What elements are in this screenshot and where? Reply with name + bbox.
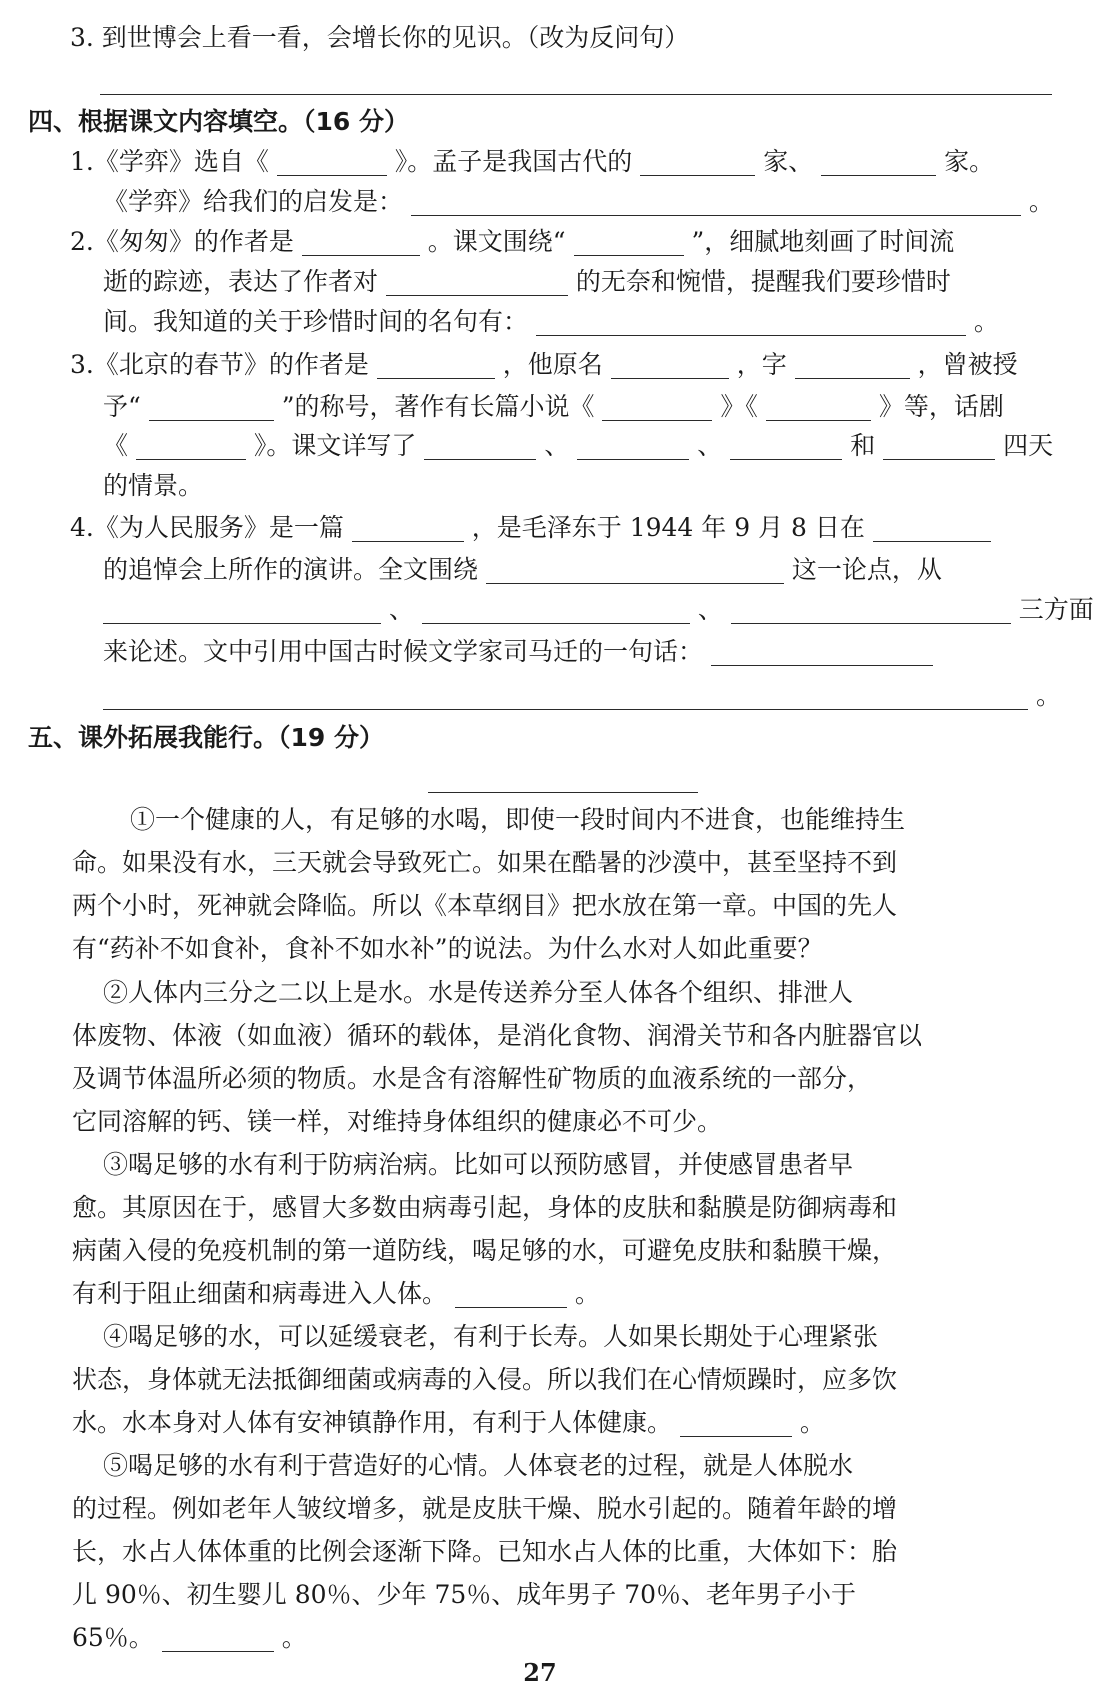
s4-q4-line2 [0, 550, 1080, 590]
s4-q3-text-i: 《 [103, 431, 129, 460]
p1-line-1: ①一个健康的人，有足够的水喝，即使一段时间内不进食，也能维持生 [130, 805, 906, 834]
s4-q4-blank-aspect-3[interactable] [731, 590, 1011, 630]
s4-q3-text-c: ，字 [736, 350, 787, 379]
s4-q1-line2 [0, 182, 1080, 222]
s4-q3-text-h: 》等，话剧 [878, 392, 1004, 421]
s4-q2-blank-author[interactable] [302, 222, 420, 262]
s4-q3-text-f: ”的称号，著作有长篇小说《 [281, 392, 595, 421]
s4-q3-blank-courtesy-name[interactable] [795, 345, 910, 385]
q3-3-answer-line [100, 94, 1052, 95]
s4-q3-text-l: 、 [697, 431, 723, 460]
passage-title-blank[interactable] [428, 792, 698, 793]
p3-line-2: 愈。其原因在于，感冒大多数由病毒引起，身体的皮肤和黏膜是防御病毒和 [72, 1193, 898, 1222]
s4-q4-line5 [0, 676, 1080, 716]
s4-q4-line1 [0, 508, 1080, 548]
s4-q3-blank-title[interactable] [149, 387, 274, 427]
p1-line-2: 命。如果没有水，三天就会导致死亡。如果在酷暑的沙漠中，甚至坚持不到 [72, 848, 898, 877]
s4-q4-text-a: 4.《为人民服务》是一篇 [70, 513, 344, 542]
s4-q4-blank-aspect-2[interactable] [422, 590, 690, 630]
s4-q4-text-c: 的追悼会上所作的演讲。全文围绕 [103, 555, 479, 584]
s4-q4-text-e: 、 [388, 595, 414, 624]
s4-q4-line3 [0, 590, 1094, 630]
s4-q1-blank-source-book[interactable] [277, 142, 387, 182]
p2-line-1: ②人体内三分之二以上是水。水是传送养分至人体各个组织、排泄人 [103, 978, 854, 1007]
s4-q3-blank-day-4[interactable] [883, 426, 995, 466]
p2-line-2: 体废物、体液（如血液）循环的载体，是消化食物、润滑关节和各内脏器官以 [72, 1021, 923, 1050]
s4-q1-blank-role-1[interactable] [640, 142, 755, 182]
s4-q3-text-m: 和 [850, 431, 876, 460]
s4-q4-text-h: 来论述。文中引用中国古时候文学家司马迁的一句话： [103, 637, 704, 666]
q3-3-text: 3. 到世博会上看一看，会增长你的见识。（改为反问句） [70, 23, 690, 52]
s4-q3-text-n: 四天 [1003, 431, 1054, 460]
p4-line-1: ④喝足够的水，可以延缓衰老，有利于长寿。人如果长期处于心理紧张 [103, 1322, 879, 1351]
p1-line-4: 有“药补不如食补，食补不如水补”的说法。为什么水对人如此重要？ [72, 934, 823, 963]
s4-q4-line4 [0, 632, 1080, 672]
s4-q3-blank-day-2[interactable] [577, 426, 689, 466]
s4-q3-blank-day-1[interactable] [424, 426, 536, 466]
p2-line-3: 及调节体温所必须的物质。水是含有溶解性矿物质的血液系统的一部分， [72, 1064, 873, 1093]
s4-q3-text-d: ，曾被授 [917, 350, 1018, 379]
s4-q3-line2 [0, 387, 1080, 427]
p3-line-3: 病菌入侵的免疫机制的第一道防线，喝足够的水，可避免皮肤和黏膜干燥， [72, 1236, 898, 1265]
s4-q3-text-k: 、 [544, 431, 570, 460]
s4-q3-blank-novel-1[interactable] [602, 387, 712, 427]
p3-line-1: ③喝足够的水有利于防病治病。比如可以预防感冒，并使感冒患者早 [103, 1150, 854, 1179]
p4-line-2: 状态，身体就无法抵御细菌或病毒的入侵。所以我们在心情烦躁时，应多饮 [72, 1365, 898, 1394]
s4-q1-text-e: 《学弈》给我们的启发是： [103, 187, 404, 216]
s4-q2-text-a: 2.《匆匆》的作者是 [70, 227, 294, 256]
s4-q2-blank-feeling[interactable] [386, 262, 568, 302]
s4-q3-line4 [0, 466, 1080, 506]
s4-q2-text-e: 的无奈和惋惜，提醒我们要珍惜时 [575, 267, 951, 296]
s4-q3-blank-novel-2[interactable] [766, 387, 871, 427]
s4-q3-blank-day-3[interactable] [730, 426, 842, 466]
section-5-heading-line [0, 718, 1080, 758]
p5-line-2: 的过程。例如老年人皱纹增多，就是皮肤干燥、脱水引起的。随着年龄的增 [72, 1494, 898, 1523]
s4-q3-blank-play[interactable] [136, 426, 246, 466]
s4-q2-text-f: 间。我知道的关于珍惜时间的名句有： [103, 307, 529, 336]
p5-line-1: ⑤喝足够的水有利于营造好的心情。人体衰老的过程，就是人体脱水 [103, 1451, 854, 1480]
s4-q3-text-a: 3.《北京的春节》的作者是 [70, 350, 369, 379]
s4-q1-blank-inspiration[interactable] [411, 182, 1021, 222]
s4-q2-line3 [0, 302, 1080, 342]
p5-line-3: 长，水占人体体重的比例会逐渐下降。已知水占人体的比重，大体如下：胎 [72, 1537, 898, 1566]
s4-q3-text-b: ，他原名 [502, 350, 603, 379]
s4-q3-text-j: 》。课文详写了 [253, 431, 417, 460]
s4-q4-text-d: 这一论点，从 [791, 555, 942, 584]
s4-q3-text-e: 予“ [103, 392, 141, 421]
p5-line-4: 儿 90％、初生婴儿 80％、少年 75％、成年男子 70％、老年男子小于 [72, 1580, 857, 1609]
p4-line-3: 水。水本身对人体有安神镇静作用，有利于人体健康。 。 [0, 1403, 1080, 1443]
page-number: 27 [523, 1658, 557, 1687]
q3-3-line [0, 18, 1080, 58]
s4-q2-blank-quote[interactable] [536, 302, 966, 342]
s4-q2-text-c: ”，细腻地刻画了时间流 [691, 227, 955, 256]
s4-q1-text-d: 家。 [944, 147, 995, 176]
p1-line-3: 两个小时，死神就会降临。所以《本草纲目》把水放在第一章。中国的先人 [72, 891, 898, 920]
p4-summary-blank[interactable] [680, 1403, 792, 1443]
s4-q4-blank-quote-a[interactable] [711, 632, 933, 672]
p5-summary-blank[interactable] [162, 1618, 274, 1658]
s4-q4-text-b: ，是毛泽东于 1944 年 9 月 8 日在 [471, 513, 865, 542]
s4-q1-text-b: 》。孟子是我国古代的 [394, 147, 633, 176]
section-4-heading-line [0, 102, 1080, 142]
s4-q4-blank-person[interactable] [873, 508, 991, 548]
s4-q4-blank-genre[interactable] [352, 508, 464, 548]
p2-line-4: 它同溶解的钙、镁一样，对维持身体组织的健康必不可少。 [72, 1107, 723, 1136]
s4-q2-line2 [0, 262, 1080, 302]
s4-q2-line1 [0, 222, 1080, 262]
s4-q3-blank-original-name[interactable] [611, 345, 729, 385]
s4-q1-text-f: 。 [1028, 187, 1054, 216]
s4-q4-text-i: 。 [1035, 681, 1061, 710]
s4-q1-text-c: 家、 [763, 147, 814, 176]
s4-q3-blank-author[interactable] [377, 345, 495, 385]
s4-q2-text-b: 。课文围绕“ [427, 227, 566, 256]
s4-q1-line1 [0, 142, 1080, 182]
s4-q4-text-g: 三方面 [1018, 595, 1094, 624]
s4-q1-text-a: 1.《学弈》选自《 [70, 147, 269, 176]
s4-q3-text-o: 的情景。 [103, 471, 204, 500]
s4-q4-blank-quote-b[interactable] [103, 676, 1028, 716]
p5-line-5: 65％。 。 [0, 1618, 1080, 1658]
s4-q3-line1 [0, 345, 1080, 385]
s4-q2-blank-theme[interactable] [574, 222, 684, 262]
p3-line-4: 有利于阻止细菌和病毒进入人体。 。 [0, 1274, 1080, 1314]
s4-q4-text-f: 、 [697, 595, 723, 624]
s4-q4-blank-thesis[interactable] [486, 550, 784, 590]
s4-q1-blank-role-2[interactable] [821, 142, 936, 182]
section-5-title: 五、课外拓展我能行。（19 分） [28, 723, 384, 752]
s4-q2-text-d: 逝的踪迹，表达了作者对 [103, 267, 379, 296]
s4-q3-line3 [0, 426, 1080, 466]
section-4-title: 四、根据课文内容填空。（16 分） [28, 107, 409, 136]
p3-summary-blank[interactable] [455, 1274, 567, 1314]
s4-q4-blank-aspect-1[interactable] [103, 590, 381, 630]
s4-q2-text-g: 。 [973, 307, 999, 336]
s4-q3-text-g: 》《 [720, 392, 758, 421]
